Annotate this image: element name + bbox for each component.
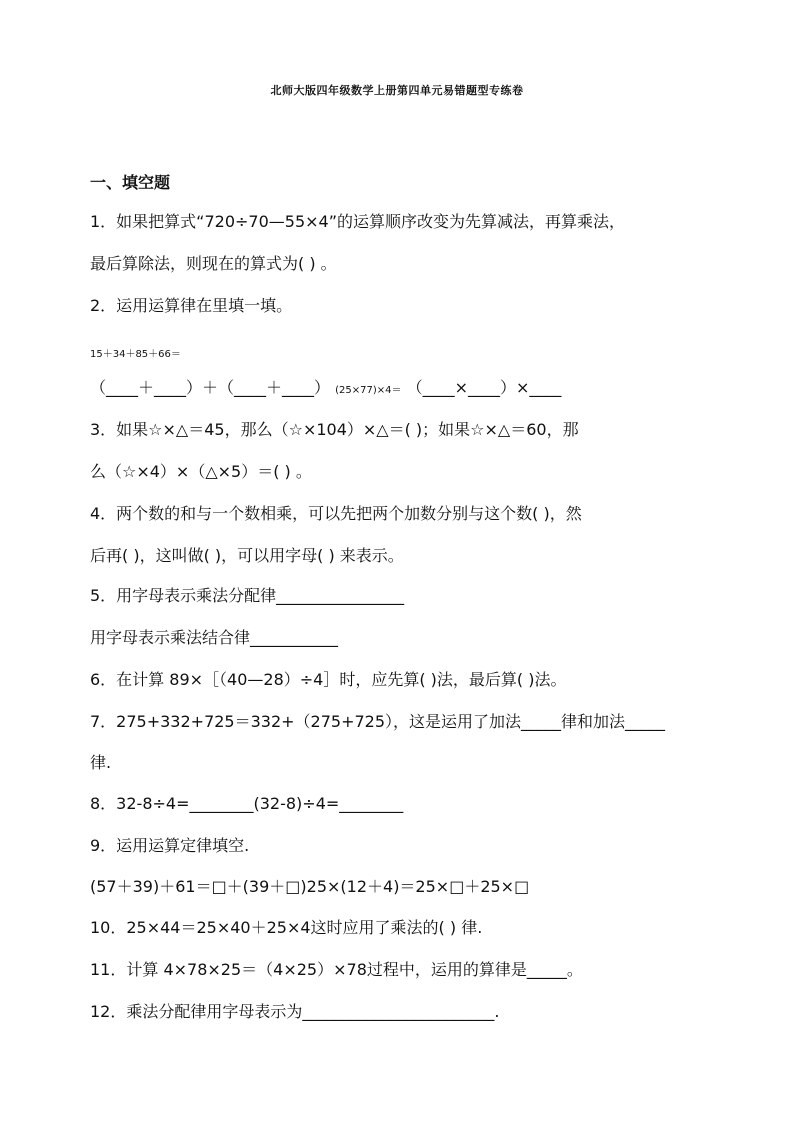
question-4-line-2: 后再( )，这叫做( )，可以用字母( ) 来表示。 — [90, 546, 404, 565]
question-7-line-1: 7．275+332+725＝332+（275+725），这是运用了加法_____律和加法_____ — [90, 712, 666, 731]
question-9-line-2: (57＋39)＋61＝□＋(39＋□)25×(12＋4)＝25×□＋25×□ — [90, 877, 530, 896]
question-2-blanks-part-2: （____×____）×____ — [406, 378, 562, 397]
question-7-line-2: 律. — [90, 753, 112, 772]
question-9-line-1: 9．运用运算定律填空. — [90, 836, 250, 855]
question-5-line-2: 用字母表示乘法结合律___________ — [90, 628, 339, 647]
question-11-line-1: 11．计算 4×78×25＝（4×25）×78过程中，运用的算律是_____。 — [90, 960, 583, 979]
question-2-small-expression: 15＋34＋85＋66＝ — [90, 349, 181, 360]
question-2-expression — [90, 342, 181, 365]
question-5-line-1: 5．用字母表示乘法分配律________________ — [90, 586, 405, 605]
question-2-small-expression-2: (25×77)×4＝ — [335, 385, 402, 396]
question-8-line-1: 8．32-8÷4=________(32-8)÷4=________ — [90, 794, 404, 813]
question-4-line-1: 4．两个数的和与一个数相乘，可以先把两个加数分别与这个数( )，然 — [90, 504, 582, 523]
question-10-line-1: 10．25×44＝25×40＋25×4这时应用了乘法的( ) 律. — [90, 918, 483, 937]
question-1-line-1: 1．如果把算式“720÷70—55×4”的运算顺序改变为先算减法，再算乘法， — [90, 212, 626, 231]
question-2-line-1: 2．运用运算律在里填一填。 — [90, 296, 293, 315]
question-12-line-1: 12．乘法分配律用字母表示为________________________. — [90, 1002, 500, 1021]
question-2-blanks-part-1: （____＋____）＋（____＋____） — [90, 378, 331, 397]
question-2-blanks-line — [90, 378, 561, 401]
section-heading-fill-in: 一、填空题 — [90, 173, 171, 192]
document-title: 北师大版四年级数学上册第四单元易错题型专练卷 — [270, 84, 524, 97]
question-3-line-1: 3．如果☆×△＝45，那么（☆×104）×△＝( )；如果☆×△＝60，那 — [90, 420, 579, 439]
question-3-line-2: 么（☆×4）×（△×5）＝( ) 。 — [90, 462, 312, 481]
question-1-line-2: 最后算除法，则现在的算式为( ) 。 — [90, 254, 337, 273]
question-6-line-1: 6．在计算 89×［（40—28）÷4］时，应先算( )法，最后算( )法。 — [90, 670, 567, 689]
